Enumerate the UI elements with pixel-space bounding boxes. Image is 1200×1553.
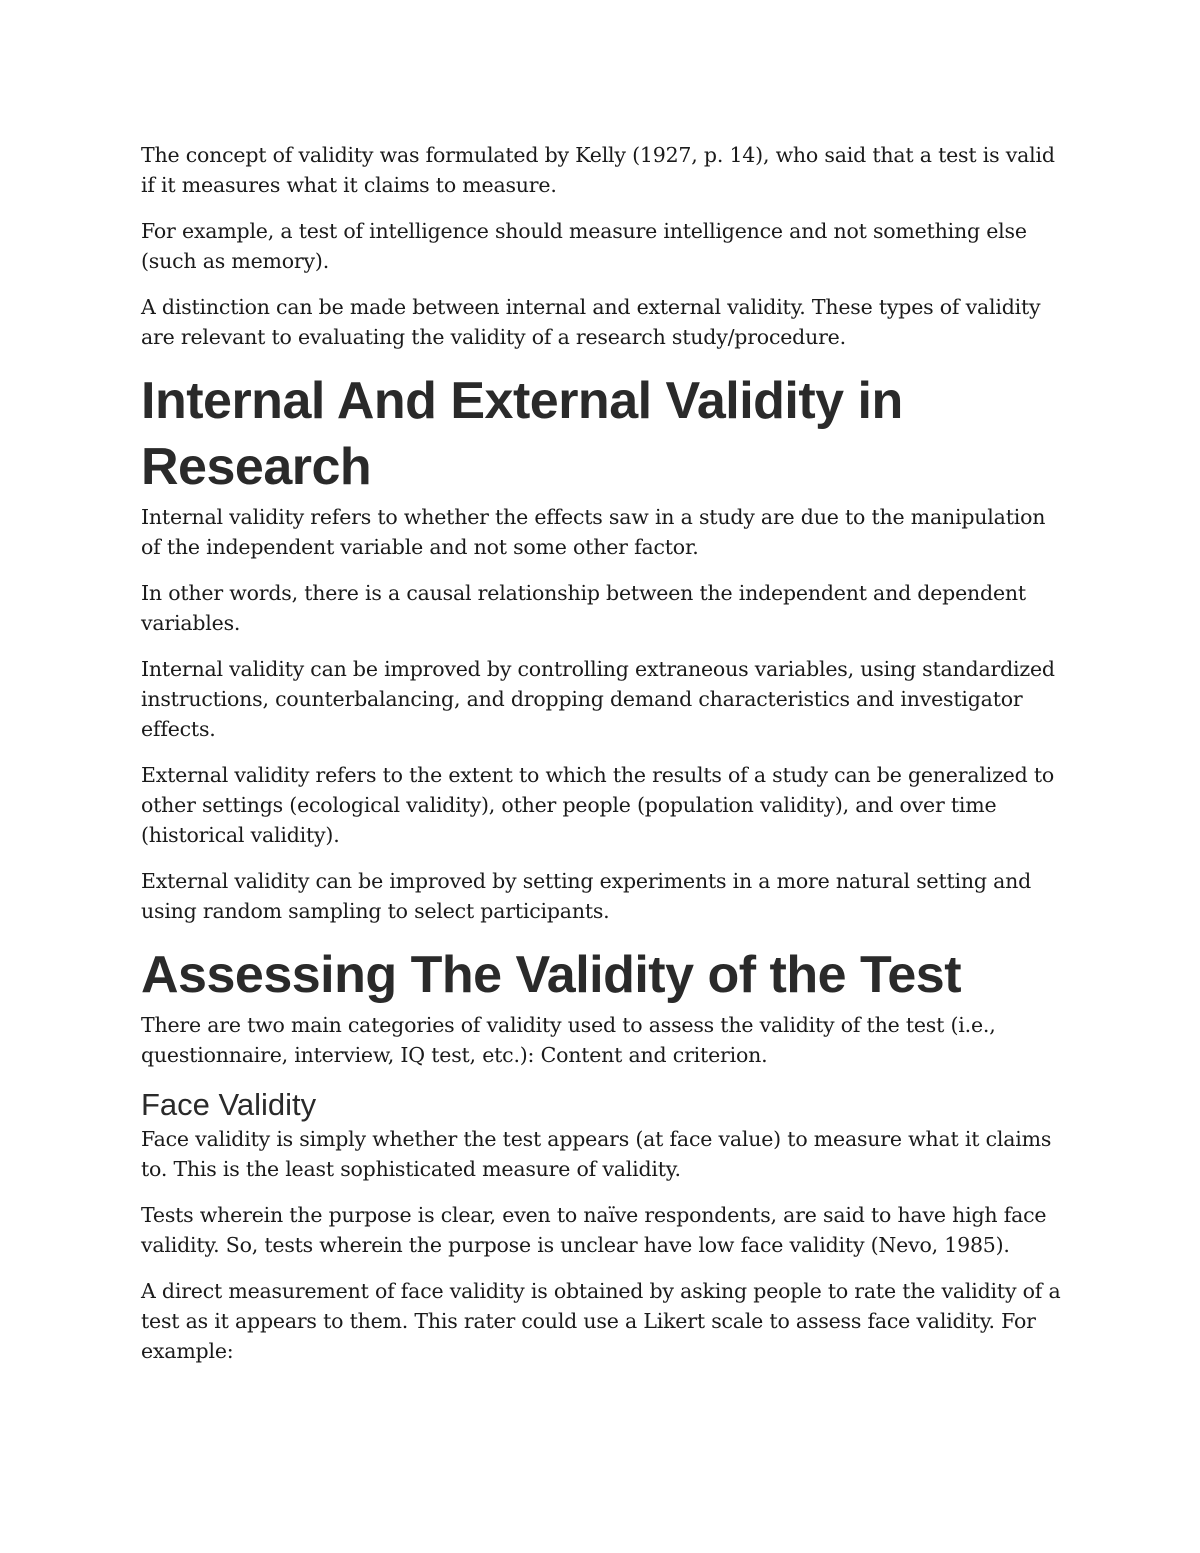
- face-paragraph-1: Face validity is simply whether the test appears (at face value) to measure what it claims to. This is the least sophisticated measure of validity.: [141, 1127, 1052, 1181]
- heading-face-validity: Face Validity: [141, 1087, 317, 1122]
- external-paragraph-1: External validity refers to the extent to which the results of a study can be generalized to other settings (ecological validity), other people (population validity), and over time (historical validity).: [141, 763, 1055, 847]
- internal-paragraph-2: In other words, there is a causal relationship between the independent and dependent variables.: [141, 581, 1026, 635]
- face-paragraph-3: A direct measurement of face validity is obtained by asking people to rate the validity of a test as it appears to them. This rater could use a Likert scale to assess face validity. For example:: [141, 1279, 1061, 1363]
- internal-paragraph-3: Internal validity can be improved by controlling extraneous variables, using standardized instructions, counterbalancing, and dropping demand characteristics and investigator effects.: [141, 657, 1055, 741]
- heading-assessing-validity: Assessing The Validity of the Test: [141, 946, 962, 1004]
- random-sampling-link[interactable]: random sampling: [202, 899, 382, 923]
- external-paragraph-2-text-before: External validity can be improved by setting experiments in a more natural setting and using: [141, 869, 1032, 923]
- intro-paragraph-1: The concept of validity was formulated by Kelly (1927, p. 14), who said that a test is valid if it measures what it claims to measure.: [141, 143, 1055, 197]
- internal-paragraph-1: Internal validity refers to whether the effects saw in a study are due to the manipulation of the independent variable and not some other factor.: [141, 505, 1046, 559]
- external-paragraph-2-text-after: to select participants.: [381, 899, 610, 923]
- document-page: [141, 140, 1066, 1382]
- assessing-paragraph-1: There are two main categories of validity used to assess the validity of the test (i.e., questionnaire, interview, IQ test, etc.): Content and criterion.: [141, 1013, 996, 1067]
- external-paragraph-2: [141, 866, 1066, 926]
- intro-paragraph-3: A distinction can be made between internal and external validity. These types of validity are relevant to evaluating the validity of a research study/procedure.: [141, 295, 1041, 349]
- face-paragraph-2: Tests wherein the purpose is clear, even to naïve respondents, are said to have high face validity. So, tests wherein the purpose is unclear have low face validity (Nevo, 1985).: [141, 1203, 1047, 1257]
- intro-paragraph-2: For example, a test of intelligence should measure intelligence and not something else (such as memory).: [141, 219, 1027, 273]
- heading-internal-external-validity: Internal And External Validity in Research: [141, 372, 903, 496]
